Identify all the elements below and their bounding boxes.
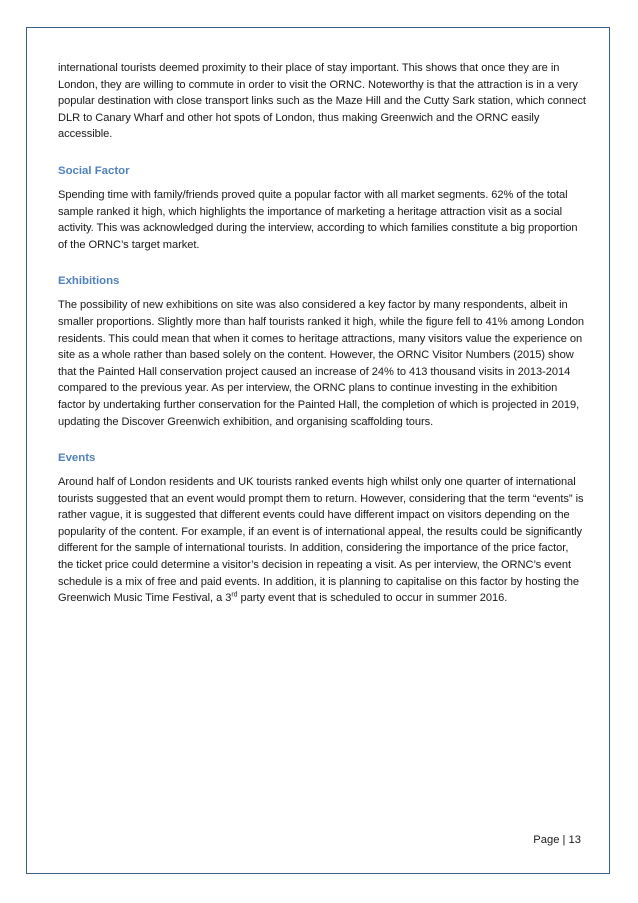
page-number: Page | 13 [533, 834, 581, 846]
social-factor-paragraph: Spending time with family/friends proved quite a popular factor with all market segments. 62% of the total sample ranked it high, which highlights the importance of marketing a heritage attraction visit as a social activity. This was acknowledged during the interview, according to which families constitute a big proportion of the ORNC’s target market. [58, 188, 578, 251]
events-text-part-2: party event that is scheduled to occur in summer 2016. [237, 592, 508, 605]
events-heading: Events [58, 452, 96, 465]
ordinal-superscript: rd [231, 591, 238, 599]
exhibitions-paragraph: The possibility of new exhibitions on site was also considered a key factor by many respondents, albeit in smaller proportions. Slightly more than half tourists ranked it high, while the figure fell to 41% among London residents. This could mean that when it comes to heritage attractions, many visitors value the experience on site as a whole rather than based solely on the content. However, the ORNC Visitor Numbers (2015) show that the Painted Hall conservation project caused an increase of 24% to 413 thousand visits in 2013-2014 compared to the previous year. As per interview, the ORNC plans to continue investing in the exhibition factor by undertaking further conservation for the Painted Hall, the completion of which is projected in 2019, updating the Discover Greenwich exhibition, and organising scaffolding tours. [58, 299, 585, 428]
events-text-part-1: Around half of London residents and UK tourists ranked events high whilst only one quarter of international tourists suggested that an event would prompt them to return. However, considering that the term “events” is rather vague, it is suggested that different events could have different impact on visitors depending on the popularity of the content. For example, if an event is of international appeal, the results could be significantly different for the sample of international tourists. In addition, considering the importance of the price factor, the ticket price could determine a visitor’s decision in repeating a visit. As per interview, the ORNC’s event schedule is a mix of free and paid events. In addition, it is planning to capitalise on this factor by hosting the Greenwich Music Time Festival, a 3 [58, 476, 584, 605]
exhibitions-heading: Exhibitions [58, 275, 120, 288]
intro-paragraph: international tourists deemed proximity to their place of stay important. This shows that once they are in London, they are willing to commute in order to visit the ORNC. Noteworthy is that the attraction is in a very popular destination with close transport links such as the Maze Hill and the Cutty Sark station, which connect DLR to Canary Wharf and other hot spots of London, thus making Greenwich and the ORNC easily accessible. [58, 62, 586, 141]
events-paragraph [58, 474, 586, 607]
social-factor-heading: Social Factor [58, 164, 130, 177]
page-content [58, 60, 586, 607]
